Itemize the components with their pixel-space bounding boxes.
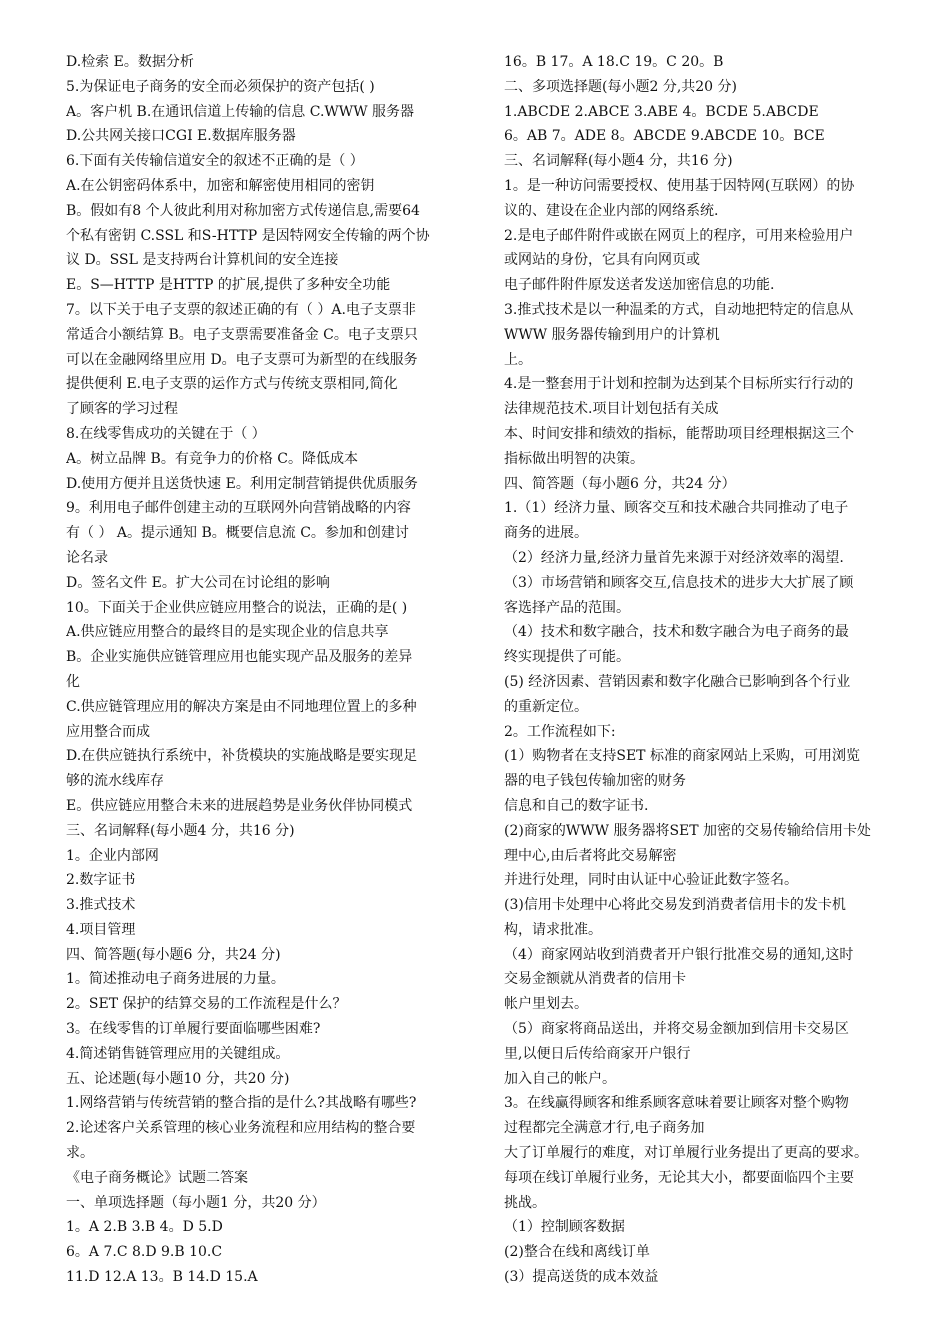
text-line: 够的流水线库存 bbox=[66, 773, 164, 790]
text-line: 2.数字证书 bbox=[66, 872, 136, 889]
text-line: 客选择产品的范围。 bbox=[504, 599, 630, 616]
text-line: 《电子商务概论》试题二答案 bbox=[66, 1169, 248, 1186]
text-line: 器的电子钱包传输加密的财务 bbox=[504, 773, 686, 790]
text-line: 构，请求批准。 bbox=[504, 921, 602, 938]
text-line: 4.是一整套用于计划和控制为达到某个目标所实行行动的 bbox=[504, 376, 854, 393]
text-line: 理中心,由后者将此交易解密 bbox=[504, 847, 677, 864]
text-line: 9。利用电子邮件创建主动的互联网外向营销战略的内容 bbox=[66, 500, 411, 517]
text-line: 1。A 2.B 3.B 4。D 5.D bbox=[66, 1219, 223, 1236]
text-line: D.使用方便并且送货快速 E。利用定制营销提供优质服务 bbox=[66, 475, 418, 492]
text-line: 3。在线零售的订单履行要面临哪些困难? bbox=[66, 1021, 321, 1038]
text-line: （4）商家网站收到消费者开户银行批准交易的通知,这时 bbox=[504, 946, 854, 963]
text-line: 或网站的身份，它具有向网页或 bbox=[504, 252, 700, 269]
text-line: 化 bbox=[66, 673, 80, 690]
text-line: E。供应链应用整合未来的进展趋势是业务伙伴协同模式 bbox=[66, 797, 413, 814]
text-line: 1。是一种访问需要授权、使用基于因特网(互联网）的协 bbox=[504, 177, 855, 194]
text-line: 4.项目管理 bbox=[66, 921, 136, 938]
text-line: 6。AB 7。ADE 8。ABCDE 9.ABCDE 10。BCE bbox=[504, 128, 825, 145]
text-line: 求。 bbox=[66, 1145, 94, 1162]
text-line: E。S—HTTP 是HTTP 的扩展,提供了多种安全功能 bbox=[66, 277, 391, 294]
text-line: 上。 bbox=[504, 351, 532, 368]
text-line: 了顾客的学习过程 bbox=[66, 401, 178, 418]
text-line: B。假如有8 个人彼此利用对称加密方式传递信息,需要64 bbox=[66, 202, 420, 219]
text-line: 信息和自己的数字证书. bbox=[504, 797, 649, 814]
text-line: C.供应链管理应用的解决方案是由不同地理位置上的多种 bbox=[66, 698, 417, 715]
text-line: (1）购物者在支持SET 标准的商家网站上采购，可用浏览 bbox=[504, 748, 860, 765]
text-line: D。签名文件 E。扩大公司在讨论组的影响 bbox=[66, 574, 330, 591]
text-line: 过程都完全满意才行,电子商务加 bbox=[504, 1120, 705, 1137]
text-line: 三、名词解释(每小题4 分，共16 分) bbox=[504, 153, 733, 170]
text-line: A.在公钥密码体系中，加密和解密使用相同的密钥 bbox=[66, 177, 375, 194]
text-line: 交易金额就从消费者的信用卡 bbox=[504, 971, 686, 988]
text-line: 2.是电子邮件附件或嵌在网页上的程序，可用来检验用户 bbox=[504, 227, 854, 244]
text-line: 2.论述客户关系管理的核心业务流程和应用结构的整合要 bbox=[66, 1120, 416, 1137]
text-line: 3。在线赢得顾客和维系顾客意味着要让顾客对整个购物 bbox=[504, 1095, 849, 1112]
text-line: 1.（1）经济力量、顾客交互和技术融合共同推动了电子 bbox=[504, 500, 849, 517]
text-line: 终实现提供了可能。 bbox=[504, 649, 630, 666]
text-line: 6.下面有关传输信道安全的叙述不正确的是（ ） bbox=[66, 153, 364, 170]
text-line: 2。SET 保护的结算交易的工作流程是什么？ bbox=[66, 996, 347, 1013]
text-line: 1。企业内部网 bbox=[66, 847, 159, 864]
text-line: 四、简答题（每小题6 分，共24 分） bbox=[504, 475, 736, 492]
left-text-column bbox=[66, 50, 478, 1290]
text-line: 6。A 7.C 8.D 9.B 10.C bbox=[66, 1244, 223, 1261]
text-line: 个私有密钥 C.SSL 和S-HTTP 是因特网安全传输的两个协 bbox=[66, 227, 430, 244]
text-line: 16。B 17。A 18.C 19。C 20。B bbox=[504, 54, 724, 70]
text-line: A。客户机 B.在通讯信道上传输的信息 C.WWW 服务器 bbox=[66, 103, 415, 120]
text-line: B。企业实施供应链管理应用也能实现产品及服务的差异 bbox=[66, 649, 413, 666]
text-line: 1.ABCDE 2.ABCE 3.ABE 4。BCDE 5.ABCDE bbox=[504, 103, 819, 120]
text-line: D.公共网关接口CGI E.数据库服务器 bbox=[66, 128, 296, 145]
text-line: 议的、建设在企业内部的网络系统. bbox=[504, 202, 719, 219]
text-line: 7。以下关于电子支票的叙述正确的有（ ）A.电子支票非 bbox=[66, 301, 416, 318]
text-line: 应用整合而成 bbox=[66, 723, 150, 740]
text-line: 四、简答题(每小题6 分，共24 分) bbox=[66, 946, 281, 963]
text-line: 2。工作流程如下: bbox=[504, 723, 616, 740]
text-line: 1.网络营销与传统营销的整合指的是什么?其战略有哪些? bbox=[66, 1095, 417, 1112]
text-line: 商务的进展。 bbox=[504, 525, 588, 542]
text-line: WWW 服务器传输到用户的计算机 bbox=[504, 326, 720, 343]
text-line: 可以在金融网络里应用 D。电子支票可为新型的在线服务 bbox=[66, 351, 418, 368]
text-line: 8.在线零售成功的关键在于（ ） bbox=[66, 425, 266, 442]
text-line: 里,以便日后传给商家开户银行 bbox=[504, 1045, 691, 1062]
text-line: 三、名词解释(每小题4 分，共16 分) bbox=[66, 822, 295, 839]
text-line: A.供应链应用整合的最终目的是实现企业的信息共享 bbox=[66, 624, 389, 641]
text-line: 加入自己的帐户。 bbox=[504, 1070, 616, 1087]
text-line: 3.推式技术是以一种温柔的方式，自动地把特定的信息从 bbox=[504, 301, 854, 318]
text-line: 3.推式技术 bbox=[66, 897, 136, 914]
text-line: 每项在线订单履行业务，无论其大小，都要面临四个主要 bbox=[504, 1169, 854, 1186]
text-line: （4）技术和数字融合，技术和数字融合为电子商务的最 bbox=[504, 624, 849, 641]
text-line: 4.简述销售链管理应用的关键组成。 bbox=[66, 1045, 290, 1062]
text-line: 10。下面关于企业供应链应用整合的说法，正确的是( ) bbox=[66, 599, 408, 616]
text-line: 指标做出明智的决策。 bbox=[504, 450, 644, 467]
text-line: D.检索 E。数据分析 bbox=[66, 54, 194, 70]
text-line: 1。简述推动电子商务进展的力量。 bbox=[66, 971, 285, 988]
text-line: 议 D。SSL 是支持两台计算机间的安全连接 bbox=[66, 252, 339, 269]
text-line: （1）控制顾客数据 bbox=[504, 1219, 625, 1236]
text-line: 电子邮件附件原发送者发送加密信息的功能. bbox=[504, 277, 775, 294]
text-line: 二、多项选择题(每小题2 分,共20 分) bbox=[504, 78, 737, 95]
text-line: 的重新定位。 bbox=[504, 698, 588, 715]
text-line: 大了订单履行的难度，对订单履行业务提出了更高的要求。 bbox=[504, 1145, 868, 1162]
text-line: 本、时间安排和绩效的指标，能帮助项目经理根据这三个 bbox=[504, 425, 854, 442]
text-line: D.在供应链执行系统中，补货模块的实施战略是要实现足 bbox=[66, 748, 418, 765]
text-line: 五、论述题(每小题10 分，共20 分) bbox=[66, 1070, 290, 1087]
text-line: （2）经济力量,经济力量首先来源于对经济效率的渴望. bbox=[504, 549, 844, 566]
text-line: A。树立品牌 B。有竞争力的价格 C。降低成本 bbox=[66, 450, 359, 467]
text-line: (2)商家的WWW 服务器将SET 加密的交易传输给信用卡处 bbox=[504, 822, 872, 839]
text-line: 帐户里划去。 bbox=[504, 996, 588, 1013]
text-line: (5) 经济因素、营销因素和数字化融合已影响到各个行业 bbox=[504, 673, 851, 690]
text-line: （3）市场营销和顾客交互,信息技术的进步大大扩展了顾 bbox=[504, 574, 854, 591]
text-line: 挑战。 bbox=[504, 1194, 546, 1211]
text-line: 常适合小额结算 B。电子支票需要准备金 C。电子支票只 bbox=[66, 326, 418, 343]
text-line: (3）提高送货的成本效益 bbox=[504, 1269, 659, 1286]
text-line: （5）商家将商品送出，并将交易金额加到信用卡交易区 bbox=[504, 1021, 849, 1038]
text-line: 一、单项选择题（每小题1 分，共20 分） bbox=[66, 1194, 326, 1211]
text-line: 论名录 bbox=[66, 549, 108, 566]
text-line: 11.D 12.A 13。B 14.D 15.A bbox=[66, 1269, 258, 1286]
right-text-column bbox=[504, 50, 918, 1290]
text-line: 并进行处理，同时由认证中心验证此数字签名。 bbox=[504, 872, 798, 889]
text-line: 法律规范技术.项目计划包括有关成 bbox=[504, 401, 719, 418]
text-line: (3)信用卡处理中心将此交易发到消费者信用卡的发卡机 bbox=[504, 897, 846, 914]
text-line: 5.为保证电子商务的安全而必须保护的资产包括( ) bbox=[66, 78, 375, 95]
text-line: 提供便利 E.电子支票的运作方式与传统支票相同,简化 bbox=[66, 376, 398, 393]
text-line: 有（ ） A。提示通知 B。概要信息流 C。参加和创建讨 bbox=[66, 525, 409, 542]
text-line: (2)整合在线和离线订单 bbox=[504, 1244, 650, 1261]
